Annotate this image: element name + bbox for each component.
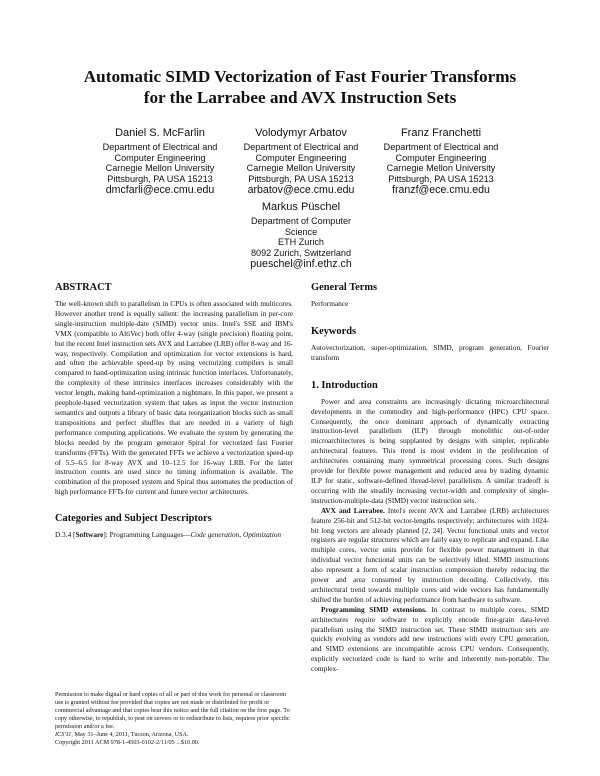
venue-line [55, 731, 293, 739]
author-affiliation: Department of Computer [250, 216, 352, 226]
author-name: Daniel S. McFarlin [115, 127, 205, 139]
copyright-line: Copyright 2011 ACM 978-1-4503-0102-2/11/05 ...$10.00. [55, 739, 200, 746]
intro-paragraph-1: Power and area constraints are increasingly dictating microarchitectural developments in the commodity and high-performance (HPC) CPU space. Consequently, the once dominant approach of dynamically extracting instruction-level parallelism (ILP) through monolithic out-of-order microarchitectures is being supplanted by designs with simpler, replicable architectural features. This trend is most evident in the proliferation of architectures containing many symmetrical processing cores. Such designs provide for flexible power management and reduced area by trading dynamic ILP for static, software-defined thread-level parallelism. A similar tradeoff is occurring with the steadily increasing vector-width and complexity of single-instruction-multiple-data (SIMD) vector instruction sets. [311, 396, 549, 505]
author-affiliation: Pittsburgh, PA USA 15213 [248, 173, 354, 184]
permission-text: Permission to make digital or hard copies of all or part of this work for personal or classroom use is granted without fee provided that copies are not made or distributed for profit or commercial advantage and that copies bear this notice and the full citation on the first page. To copy otherwise, to republish, to post on servers or to redistribute to lists, requires prior specific permission and/or a fee. [55, 691, 290, 730]
author-affiliation: Department of Electrical and [383, 142, 499, 152]
venue-details: May 31–June 4, 2011, Tucson, Arizona, USA. [72, 731, 189, 738]
author-email: franzf@ece.cmu.edu [392, 184, 490, 196]
author-block-3 [341, 127, 541, 197]
introduction-heading: 1. Introduction [311, 379, 378, 391]
author-email: pueschel@inf.ethz.ch [250, 258, 352, 270]
keywords-heading: Keywords [311, 325, 357, 337]
author-affiliation: Pittsburgh, PA USA 15213 [107, 173, 213, 184]
left-column [55, 282, 293, 540]
author-affiliation: Science [284, 226, 318, 237]
intro-p3-body: In contrast to multiple cores, SIMD architectures require software to explicitly encode fine-grain data-level parallelism using the SIMD instruction set. These SIMD instruction sets are quickly evolving as vendors add new instructions with every CPU generation, and SIMD extensions are incompatible across CPU vendors. Consequently, explicitly vectorized code is hard to write and inherently non-portable. The complex- [311, 604, 549, 674]
author-affiliation: Computer Engineering [114, 152, 206, 163]
intro-paragraph-3 [311, 605, 549, 674]
author-affiliation: Carnegie Mellon University [386, 163, 496, 173]
author-email: dmcfarli@ece.cmu.edu [105, 184, 215, 196]
paper-title [20, 66, 580, 108]
intro-p2-body: Intel's recent AVX and Larrabee (LRB) architectures feature 256-bit and 512-bit vector-lengths respectively; architectures with 1024-bit long vectors are already planned [2, 24]. Vector functional units and vector registers are regular structures which are fairly easy to replicate and expand. Like multiple cores, vector units provide for flexible power management in that individual vector functional units can be selectively idled. SIMD instructions also represent a form of scalar instruction compression thereby reducing the power and area consumed by instruction decoding. Collectively, this architectural trend towards multiple cores and wide vectors has fundamentally shifted the burden of achieving performance from hardware to software. [311, 505, 549, 604]
author-affiliation: Computer Engineering [255, 152, 347, 163]
author-affiliation: Carnegie Mellon University [105, 163, 215, 173]
categories-bold: Software [75, 530, 104, 540]
author-affiliation: ETH Zurich [278, 237, 324, 247]
categories-italic: Code generation, Optimization [190, 530, 282, 540]
intro-p3-head: Programming SIMD extensions. [321, 604, 427, 614]
title-line-1: Automatic SIMD Vectorization of Fast Fourier Transforms [83, 67, 517, 86]
abstract-text: The well-known shift to parallelism in CPUs is often associated with multicores. However another trend is equally salient: the increasing parallelism in per-core single-instruction multiple-date (SIMD) vector units. Intel's SSE and IBM's VMX (compatible to AltiVec) both offer 4-way (single precision) floating point, but the recent Intel instruction sets AVX and Larrabee (LRB) offer 8-way and 16-way, respectively. Compilation and optimization for vector extensions is hard, and often the achievable speed-up by using vectorizing compilers is small compared to hand-optimization using intrinsic function interfaces. Unfortunately, the complexity of these intrinsics interfaces increases considerably with the vector length, making hand-optimization a nightmare. In this paper, we present a peephole-based vectorization system that takes as input the vector instruction semantics and outputs a library of basic data reorganization blocks such as small transpositions and perfect shuffles that are needed in a variety of high performance computing applications. We evaluate the system by generating the blocks needed by the program generator Spiral for vectorized fast Fourier transforms (FFTs). With the generated FFTs we achieve a vectorization speed-up of 5.5–6.5 for 8-way AVX and 10–12.5 for 16-way LRB. For the latter instruction counts are used since no timing information is available. The combination of the proposed system and Spiral thus automates the production of high performance FFTs for current and future vector architectures. [55, 299, 293, 497]
categories-text [55, 530, 293, 540]
author-affiliation: Pittsburgh, PA USA 15213 [388, 173, 494, 184]
author-affiliation: Carnegie Mellon University [246, 163, 356, 173]
title-line-2: for the Larrabee and AVX Instruction Sets [143, 88, 457, 107]
intro-p2-head: AVX and Larrabee. [321, 505, 385, 515]
author-affiliation: Department of Electrical and [102, 142, 218, 152]
author-affiliation: Department of Electrical and [243, 142, 359, 152]
general-terms-heading: General Terms [311, 282, 378, 293]
author-name: Markus Püschel [261, 201, 341, 213]
abstract-heading: ABSTRACT [55, 282, 112, 293]
author-name: Volodymyr Arbatov [255, 127, 347, 139]
general-terms-text: Performance [311, 299, 349, 308]
categories-code: D.3.4 [ [55, 530, 76, 540]
author-name: Franz Franchetti [400, 127, 482, 139]
author-block-4 [201, 201, 401, 271]
categories-plain: ]: Programming Languages— [103, 530, 191, 540]
categories-heading: Categories and Subject Descriptors [55, 513, 212, 525]
right-column [311, 282, 549, 674]
author-email: arbatov@ece.cmu.edu [247, 184, 355, 196]
author-affiliation: Computer Engineering [395, 152, 487, 163]
copyright-block [55, 691, 293, 747]
keywords-text: Autovectorization, super-optimization, SIMD, program generation, Fourier transform [311, 342, 549, 362]
author-affiliation: 8092 Zurich, Switzerland [250, 247, 352, 258]
intro-paragraph-2 [311, 506, 549, 605]
venue-name: ICS'11, [55, 731, 73, 738]
